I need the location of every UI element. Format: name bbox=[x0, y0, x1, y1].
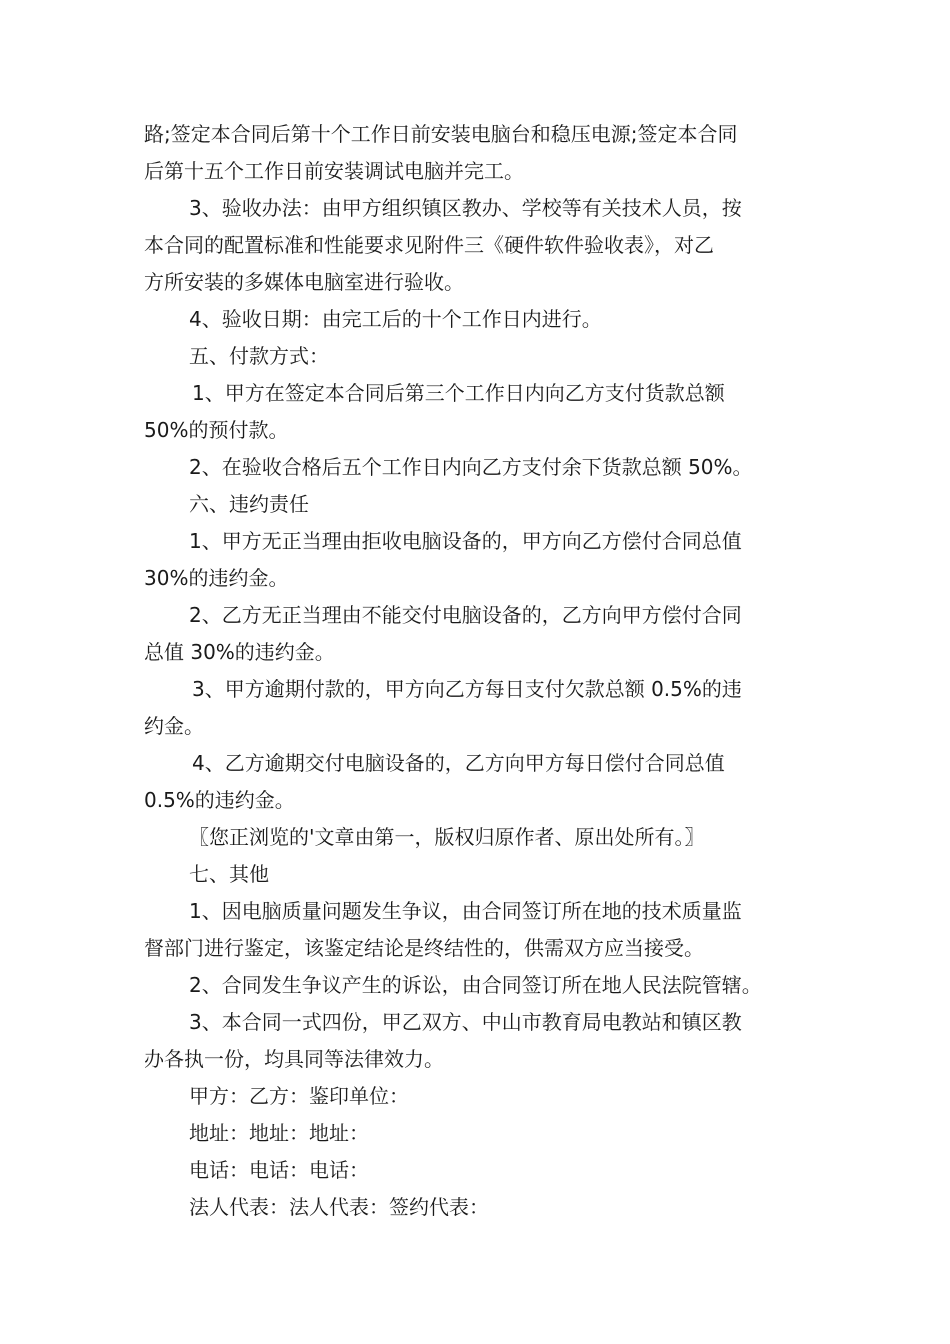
paragraph-line: 4、乙方逾期交付电脑设备的，乙方向甲方每日偿付合同总值 bbox=[192, 751, 725, 775]
section-heading: 六、违约责任 bbox=[189, 492, 309, 516]
paragraph-line: 2、乙方无正当理由不能交付电脑设备的，乙方向甲方偿付合同 bbox=[189, 603, 742, 627]
signature-representative-line: 法人代表：法人代表：签约代表： bbox=[189, 1195, 489, 1219]
section-heading: 七、其他 bbox=[189, 862, 269, 886]
paragraph-line: 后第十五个工作日前安装调试电脑并完工。 bbox=[144, 159, 524, 183]
paragraph-line: 3、甲方逾期付款的，甲方向乙方每日支付欠款总额 0.5%的违 bbox=[192, 677, 742, 701]
paragraph-line: 2、在验收合格后五个工作日内向乙方支付余下货款总额 50%。 bbox=[189, 455, 753, 479]
paragraph-line: 1、甲方在签定本合同后第三个工作日内向乙方支付货款总额 bbox=[192, 381, 725, 405]
paragraph-line: 本合同的配置标准和性能要求见附件三《硬件软件验收表》，对乙 bbox=[144, 233, 714, 257]
paragraph-line: 方所安装的多媒体电脑室进行验收。 bbox=[144, 270, 464, 294]
paragraph-line: 3、本合同一式四份，甲乙双方、中山市教育局电教站和镇区教 bbox=[189, 1010, 742, 1034]
paragraph-line: 办各执一份，均具同等法律效力。 bbox=[144, 1047, 444, 1071]
paragraph-line: 1、甲方无正当理由拒收电脑设备的，甲方向乙方偿付合同总值 bbox=[189, 529, 742, 553]
signature-phone-line: 电话：电话：电话： bbox=[189, 1158, 369, 1182]
copyright-notice: 〖您正浏览的'文章由第一，版权归原作者、原出处所有。〗 bbox=[189, 825, 705, 849]
paragraph-line: 0.5%的违约金。 bbox=[144, 788, 295, 812]
paragraph-line: 4、验收日期：由完工后的十个工作日内进行。 bbox=[189, 307, 602, 331]
paragraph-line: 2、合同发生争议产生的诉讼，由合同签订所在地人民法院管辖。 bbox=[189, 973, 762, 997]
paragraph-line: 总值 30%的违约金。 bbox=[144, 640, 335, 664]
contract-body bbox=[144, 116, 814, 1226]
section-heading: 五、付款方式： bbox=[189, 344, 329, 368]
signature-party-line: 甲方：乙方：鉴印单位： bbox=[189, 1084, 409, 1108]
paragraph-line: 路;签定本合同后第十个工作日前安装电脑台和稳压电源;签定本合同 bbox=[144, 122, 738, 146]
paragraph-line: 50%的预付款。 bbox=[144, 418, 289, 442]
paragraph-line: 1、因电脑质量问题发生争议，由合同签订所在地的技术质量监 bbox=[189, 899, 742, 923]
paragraph-line: 督部门进行鉴定，该鉴定结论是终结性的，供需双方应当接受。 bbox=[144, 936, 704, 960]
signature-address-line: 地址：地址：地址： bbox=[189, 1121, 369, 1145]
paragraph-line: 约金。 bbox=[144, 714, 204, 738]
paragraph-line: 3、验收办法：由甲方组织镇区教办、学校等有关技术人员，按 bbox=[189, 196, 742, 220]
paragraph-line: 30%的违约金。 bbox=[144, 566, 289, 590]
